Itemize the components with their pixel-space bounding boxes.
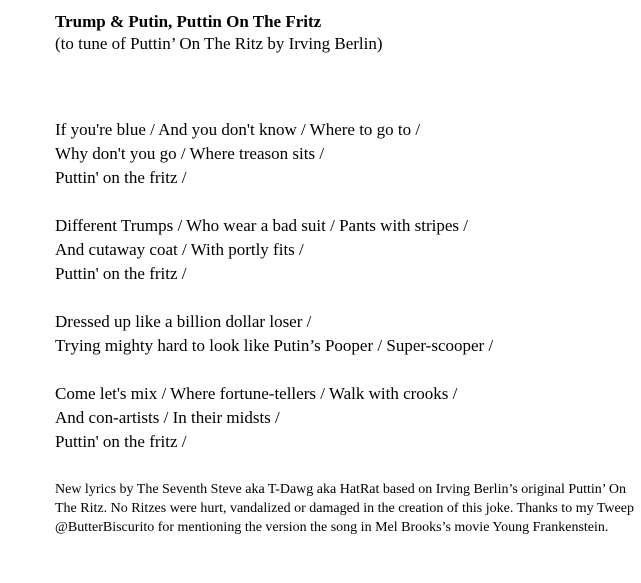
lyric-line: And cutaway coat / With portly fits / [55, 240, 304, 259]
lyric-line: Dressed up like a billion dollar loser / [55, 312, 312, 331]
credits-note: New lyrics by The Seventh Steve aka T-Dawg aka HatRat based on Irving Berlin’s original Puttin’ On The Ritz. No Ritzes were hurt, vandalized or damaged in the creation of this joke. Thanks to my Tweep @ButterBiscurito for mentioning the version the song in Mel Brooks’s movie Young Frankenstein. [55, 482, 634, 536]
lyric-line: Puttin' on the fritz / [55, 168, 187, 187]
lyric-line: If you're blue / And you don't know / Where to go to / [55, 120, 421, 139]
stanza [55, 214, 635, 286]
lyric-line: Come let's mix / Where fortune-tellers / Walk with crooks / [55, 384, 458, 403]
song-subtitle: (to tune of Puttin’ On The Ritz by Irving Berlin) [55, 34, 383, 53]
stanza [55, 310, 635, 358]
lyric-line: Trying mighty hard to look like Putin’s Pooper / Super-scooper / [55, 336, 494, 355]
stanza [55, 382, 635, 454]
lyrics [55, 118, 635, 454]
lyric-line: Puttin' on the fritz / [55, 264, 187, 283]
lyric-line: Why don't you go / Where treason sits / [55, 144, 325, 163]
lyric-line: Puttin' on the fritz / [55, 432, 187, 451]
lyric-line: And con-artists / In their midsts / [55, 408, 280, 427]
song-title: Trump & Putin, Puttin On The Fritz [55, 12, 322, 31]
stanza [55, 118, 635, 190]
document [55, 11, 635, 478]
lyric-line: Different Trumps / Who wear a bad suit / Pants with stripes / [55, 216, 469, 235]
